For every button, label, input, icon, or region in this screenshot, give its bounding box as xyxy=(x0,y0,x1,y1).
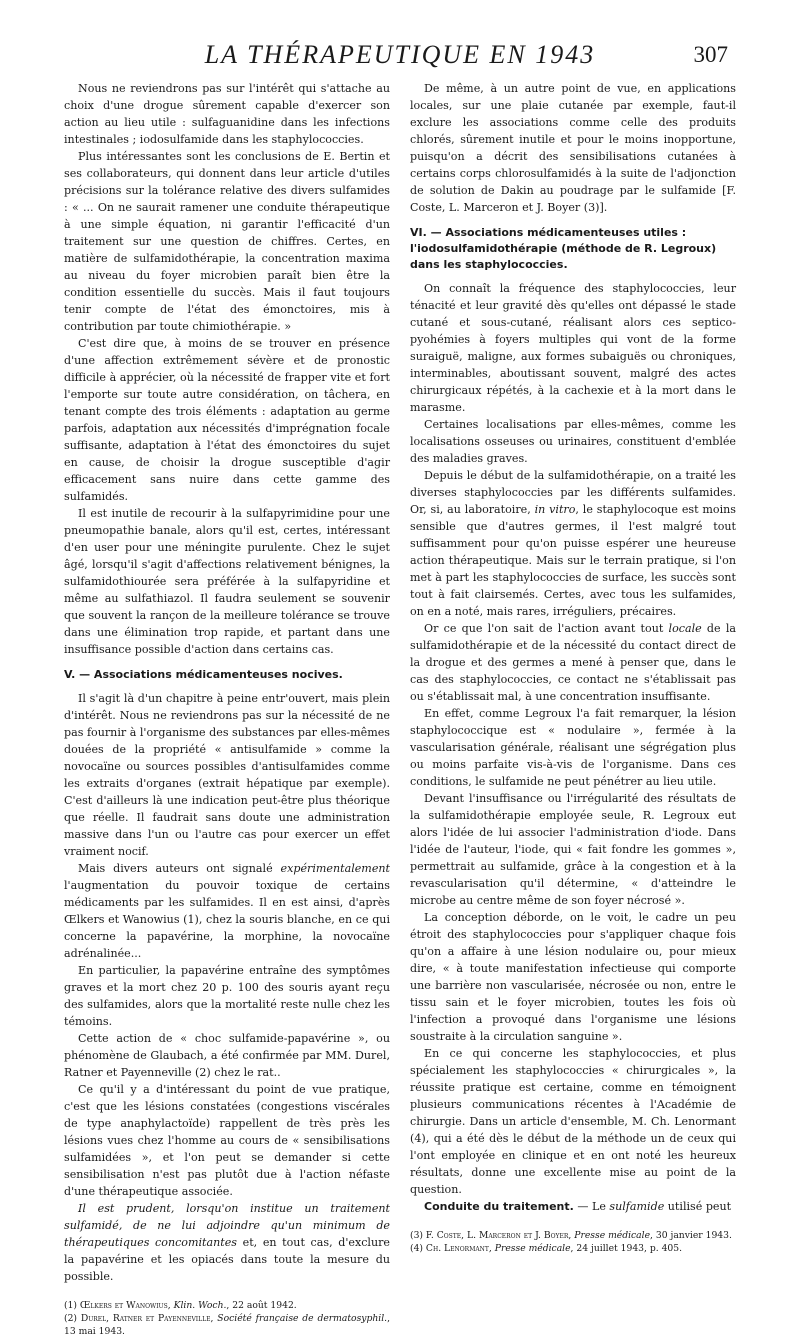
page-number: 307 xyxy=(693,42,728,67)
paragraph: C'est dire que, à moins de se trouver en présence d'une affection extrêmement sévère et de pronostic difficile à apprécier, où la nécessité de frapper vite et fort l'emporte sur toute autre considération, on tâchera, en tenant compte des trois éléments : adaptation au germe parfois, adaptation aux nécessités d'imprégnation focale suffisante, adaptation à l'état des émonctoires du sujet en cause, de choisir la drogue susceptible d'agir efficacement sans nuire dans cette gamme des sulfamidés. xyxy=(64,337,390,503)
italic-text: expérimentalement xyxy=(280,862,390,875)
running-title: LA THÉRAPEUTIQUE EN 1943 xyxy=(204,40,596,69)
paragraph: Cette action de « choc sulfamide-papavérine », ou phénomène de Glaubach, a été confirmée par MM. Durel, Ratner et Payenneville (2) chez le rat.. xyxy=(64,1032,390,1079)
italic-text: sulfamide xyxy=(609,1200,665,1213)
paragraph: Plus intéressantes sont les conclusions de E. Bertin et ses collaborateurs, qui donnent dans leur article d'utiles précisions sur la tolérance relative des divers sulfamides : « ... On ne saurait ramener une conduite thérapeutique à une simple équation, ni garantir l'efficacité d'un traitement sur une question de chiffres. Certes, en matière de sulfamidothérapie, la concentration maxima au niveau du foyer microbien paraît bien être la condition essentielle du succès. Mais il faut toujours tenir compte de l'état des émonctoires, mis à contribution par toute chimiothérapie. » xyxy=(64,150,390,333)
text-run: , 22 août 1942. xyxy=(226,1300,297,1311)
paragraph xyxy=(64,1200,390,1285)
paragraph: Nous ne reviendrons pas sur l'intérêt qui s'attache au choix d'une drogue sûrement capable d'exercer son action au lieu utile : sulfaguanidine dans les infections intestinales ; iodosulfamide dans les staphylococcies. xyxy=(64,82,390,146)
text-run: Mais divers auteurs ont signalé xyxy=(78,862,281,875)
text-run: , 13 mai 1943. xyxy=(64,1313,390,1337)
text-run: et, en tout cas, d'exclure la papavérine et les opiacés dans toute la mesure du possible. xyxy=(64,1236,390,1283)
text-run: (2) Durel, Ratner et Payenneville, xyxy=(64,1313,218,1324)
left-column xyxy=(64,80,390,1338)
text-run: (4) Ch. Lenormant, xyxy=(410,1243,495,1254)
text-run: Depuis le début de la sulfamidothérapie, on a traité les diverses staphylococcies par les différents sulfamides. Or, si, au laboratoire, xyxy=(410,469,736,516)
text-run: — Le xyxy=(573,1200,610,1213)
text-run: (3) F. Coste, L. Marceron et J. Boyer, xyxy=(410,1230,575,1241)
paragraph xyxy=(64,860,390,962)
italic-text: Presse médicale xyxy=(494,1243,571,1254)
paragraph: Certaines localisations par elles-mêmes, comme les localisations osseuses ou urinaires, constituent d'emblée des maladies graves. xyxy=(410,418,736,465)
italic-text: Klin. Woch. xyxy=(173,1300,227,1311)
italic-text: in vitro xyxy=(534,503,576,516)
running-header xyxy=(0,40,800,80)
paragraph: En effet, comme Legroux l'a fait remarquer, la lésion staphylococcique est « nodulaire », fermée à la vascularisation générale, réalisant une ségrégation plus ou moins parfaite vis-à-vis de l'organisme. Dans ces conditions, le sulfamide ne peut pénétrer au lieu utile. xyxy=(410,707,736,788)
footnotes xyxy=(410,1229,736,1255)
section-heading-v: V. — Associations médicamenteuses nocives. xyxy=(64,668,343,681)
paragraph: En particulier, la papavérine entraîne des symptômes graves et la mort chez 20 p. 100 des souris ayant reçu des sulfamides, alors que la mortalité reste nulle chez les témoins. xyxy=(64,964,390,1028)
paragraph: La conception déborde, on le voit, le cadre un peu étroit des staphylococcies pour s'appliquer chaque fois qu'on a affaire à une lésion nodulaire ou, pour mieux dire, « à toute manifestation infectieuse qui comporte une barrière non vascularisée, nécrosée ou non, entre le tissu sain et le foyer microbien, toutes les fois où l'infection a provoqué dans l'organisme une lésions soustraite à la circulation sanguine ». xyxy=(410,911,736,1043)
footnote xyxy=(64,1299,390,1312)
paragraph: On connaît la fréquence des staphylococcies, leur ténacité et leur gravité dès qu'elles ont dépassé le stade cutané et sous-cutané, réalisant alors ces septico-pyohémies à foyers multiples qui vont de la forme suraiguë, maligne, aux formes subaiguës ou chroniques, interminables, aboutissant souvent, malgré des actes chirurgicaux répétés, à la cachexie et à la mort dans le marasme. xyxy=(410,282,736,414)
run-in-heading: Conduite du traitement. xyxy=(424,1200,574,1213)
italic-text: locale xyxy=(668,622,702,635)
footnote xyxy=(410,1242,736,1255)
paragraph: Il est inutile de recourir à la sulfapyrimidine pour une pneumopathie banale, alors qu'il est, certes, intéressant d'en user pour une méningite purulente. Chez le sujet âgé, lorsqu'il s'agit d'affections relativement bénignes, la sulfamidothiourée sera préférée à la sulfapyridine et même au sulfathiazol. Il faudra seulement se souvenir que souvent la rançon de la meilleure tolérance se trouve dans une élimination trop rapide, et partant dans une insuffisance possible d'action dans certains cas. xyxy=(64,507,390,656)
paragraph: Ce qu'il y a d'intéressant du point de vue pratique, c'est que les lésions constatées (congestions viscérales de type anaphylactoïde) rappellent de très près les lésions vues chez l'homme au cours de « sensibilisations sulfamidées », et l'on peut se demander si cette sensibilisation n'est pas plutôt due à l'action néfaste d'une thérapeutique associée. xyxy=(64,1083,390,1198)
text-run: (1) Œlkers et Wanowius, xyxy=(64,1300,174,1311)
footnotes xyxy=(64,1299,390,1338)
section-heading-vi: VI. — Associations médicamenteuses utiles : l'iodosulfamidothérapie (méthode de R. Legroux) dans les staphylococcies. xyxy=(410,226,717,271)
paragraph xyxy=(410,1198,736,1215)
text-run: utilisé peut xyxy=(664,1200,732,1213)
italic-text: Société française de dermatosyphil. xyxy=(217,1313,388,1324)
paragraph: De même, à un autre point de vue, en applications locales, sur une plaie cutanée par exemple, faut-il exclure les associations comme celle des produits chlorés, sûrement inutile et pour le moins inopportune, puisqu'on a décrit des sensibilisations cutanées à certains corps chlorosulfamidés à la suite de l'adjonction de solution de Dakin au poudrage par le sulfamide [F. Coste, L. Marceron et J. Boyer (3)]. xyxy=(410,82,736,214)
italic-text: Il est prudent, lorsqu'on institue un traitement sulfamidé, de ne lui adjoindre qu'un minimum de thérapeutiques concomitantes xyxy=(64,1202,390,1249)
italic-text: Presse médicale xyxy=(574,1230,651,1241)
paragraph: En ce qui concerne les staphylococcies, et plus spécialement les staphylococcies « chirurgicales », la réussite pratique est certaine, comme en témoignent plusieurs communications récentes à l'Académie de chirurgie. Dans un article d'ensemble, M. Ch. Lenormant (4), qui a été dès le début de la méthode un de ceux qui l'ont employée en clinique et en ont noté les heureux résultats, donne une excellente mise au point de la question. xyxy=(410,1047,736,1196)
paragraph: Il s'agit là d'un chapitre à peine entr'ouvert, mais plein d'intérêt. Nous ne reviendrons pas sur la nécessité de ne pas fournir à l'organisme des substances par elles-mêmes douées de la propriété « antisulfamide » comme la novocaïne ou sources possibles d'antisulfamides comme les extraits d'organes (extrait hépatique par exemple). C'est d'ailleurs là une indication peut-être plus théorique que réelle. Il faudrait sans doute une administration massive dans l'un ou l'autre cas pour exercer un effet vraiment nocif. xyxy=(64,692,390,858)
text-run: , le staphylocoque est moins sensible que d'autres germes, il l'est malgré tout suffisamment pour qu'on puisse espérer une heureuse action thérapeutique. Mais sur le terrain pratique, si l'on met à part les staphylococcies de surface, les succès sont tout à fait clairsemés. Certes, avec tous les sulfamides, on en a noté, mais rares, irréguliers, précaires. xyxy=(410,503,736,618)
footnote xyxy=(64,1312,390,1338)
text-run: , 30 janvier 1943. xyxy=(650,1230,732,1241)
paragraph: Devant l'insuffisance ou l'irrégularité des résultats de la sulfamidothérapie employée seule, R. Legroux eut alors l'idée de lui associer l'administration d'iode. Dans l'idée de l'auteur, l'iode, qui « fait fondre les gommes », permettrait au sulfamide, grâce à la congestion et à la revascularisation qu'il détermine, « d'atteindre le microbe au centre même de son foyer nécrosé ». xyxy=(410,792,736,907)
paragraph xyxy=(410,467,736,620)
text-run: , 24 juillet 1943, p. 405. xyxy=(570,1243,683,1254)
text-run: Or ce que l'on sait de l'action avant tout xyxy=(424,622,669,635)
footnote xyxy=(410,1229,736,1242)
right-column xyxy=(410,80,736,1255)
text-run: de la sulfamidothérapie et de la nécessité du contact direct de la drogue et des germes a mené à penser que, dans le cas des staphylococcies, ce contact ne s'établissait pas ou s'établissait mal, à une concentration insuffisante. xyxy=(410,622,736,703)
paragraph xyxy=(410,620,736,705)
text-run: l'augmentation du pouvoir toxique de certains médicaments par les sulfamides. Il en est ainsi, d'après Œlkers et Wanowius (1), chez la souris blanche, en ce qui concerne la papavérine, la morphine, la novocaïne adrénalinée... xyxy=(64,879,390,960)
